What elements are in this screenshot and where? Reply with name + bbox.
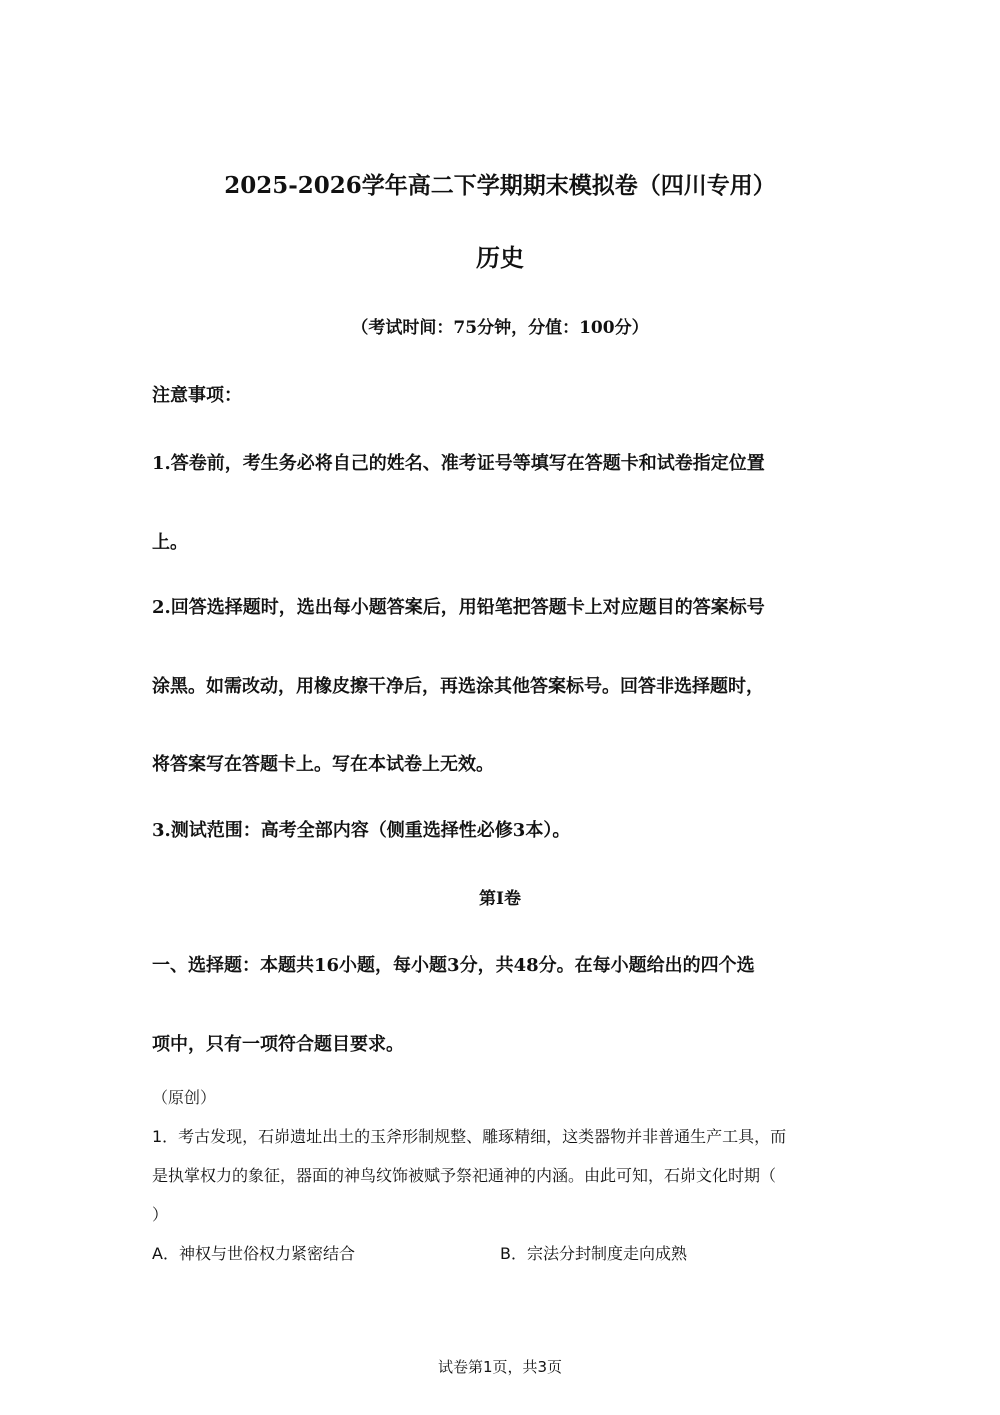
- notice-item-3: 3.测试范围：高考全部内容（侧重选择性必修3本）。: [152, 820, 571, 841]
- question-1-line-3: ）: [152, 1205, 169, 1224]
- question-1-line-2: 是执掌权力的象征，器面的神鸟纹饰被赋予祭祀通神的内涵。由此可知，石峁文化时期（: [152, 1166, 777, 1185]
- notice-item-1-line-1: 1.答卷前，考生务必将自己的姓名、准考证号等填写在答题卡和试卷指定位置: [152, 453, 765, 474]
- page-footer: 试卷第1页，共3页: [437, 1358, 563, 1376]
- volume-label: 第Ⅰ卷: [479, 889, 521, 909]
- notice-item-2-line-2: 涂黑。如需改动，用橡皮擦干净后，再选涂其他答案标号。回答非选择题时，: [152, 676, 764, 697]
- notice-item-1-line-2: 上。: [152, 532, 188, 553]
- section-instruction-line-1: 一、选择题：本题共16小题，每小题3分，共48分。在每小题给出的四个选: [152, 955, 755, 976]
- section-instruction-line-2: 项中，只有一项符合题目要求。: [152, 1034, 404, 1055]
- exam-title: 2025-2026学年高二下学期期末模拟卷（四川专用）: [224, 172, 776, 199]
- notice-item-2-line-1: 2.回答选择题时，选出每小题答案后，用铅笔把答题卡上对应题目的答案标号: [152, 597, 765, 618]
- question-1-option-a: A．神权与世俗权力紧密结合: [152, 1244, 355, 1263]
- subject-title: 历史: [476, 243, 524, 272]
- question-1-option-b: B．宗法分封制度走向成熟: [500, 1244, 687, 1263]
- notice-item-2-line-3: 将答案写在答题卡上。写在本试卷上无效。: [152, 754, 494, 775]
- notice-heading: 注意事项：: [152, 385, 242, 406]
- question-1-line-1: 1．考古发现，石峁遗址出土的玉斧形制规整、雕琢精细，这类器物并非普通生产工具，而: [152, 1127, 787, 1146]
- exam-info: （考试时间：75分钟，分值：100分）: [351, 318, 649, 338]
- question-source-tag: （原创）: [152, 1088, 217, 1107]
